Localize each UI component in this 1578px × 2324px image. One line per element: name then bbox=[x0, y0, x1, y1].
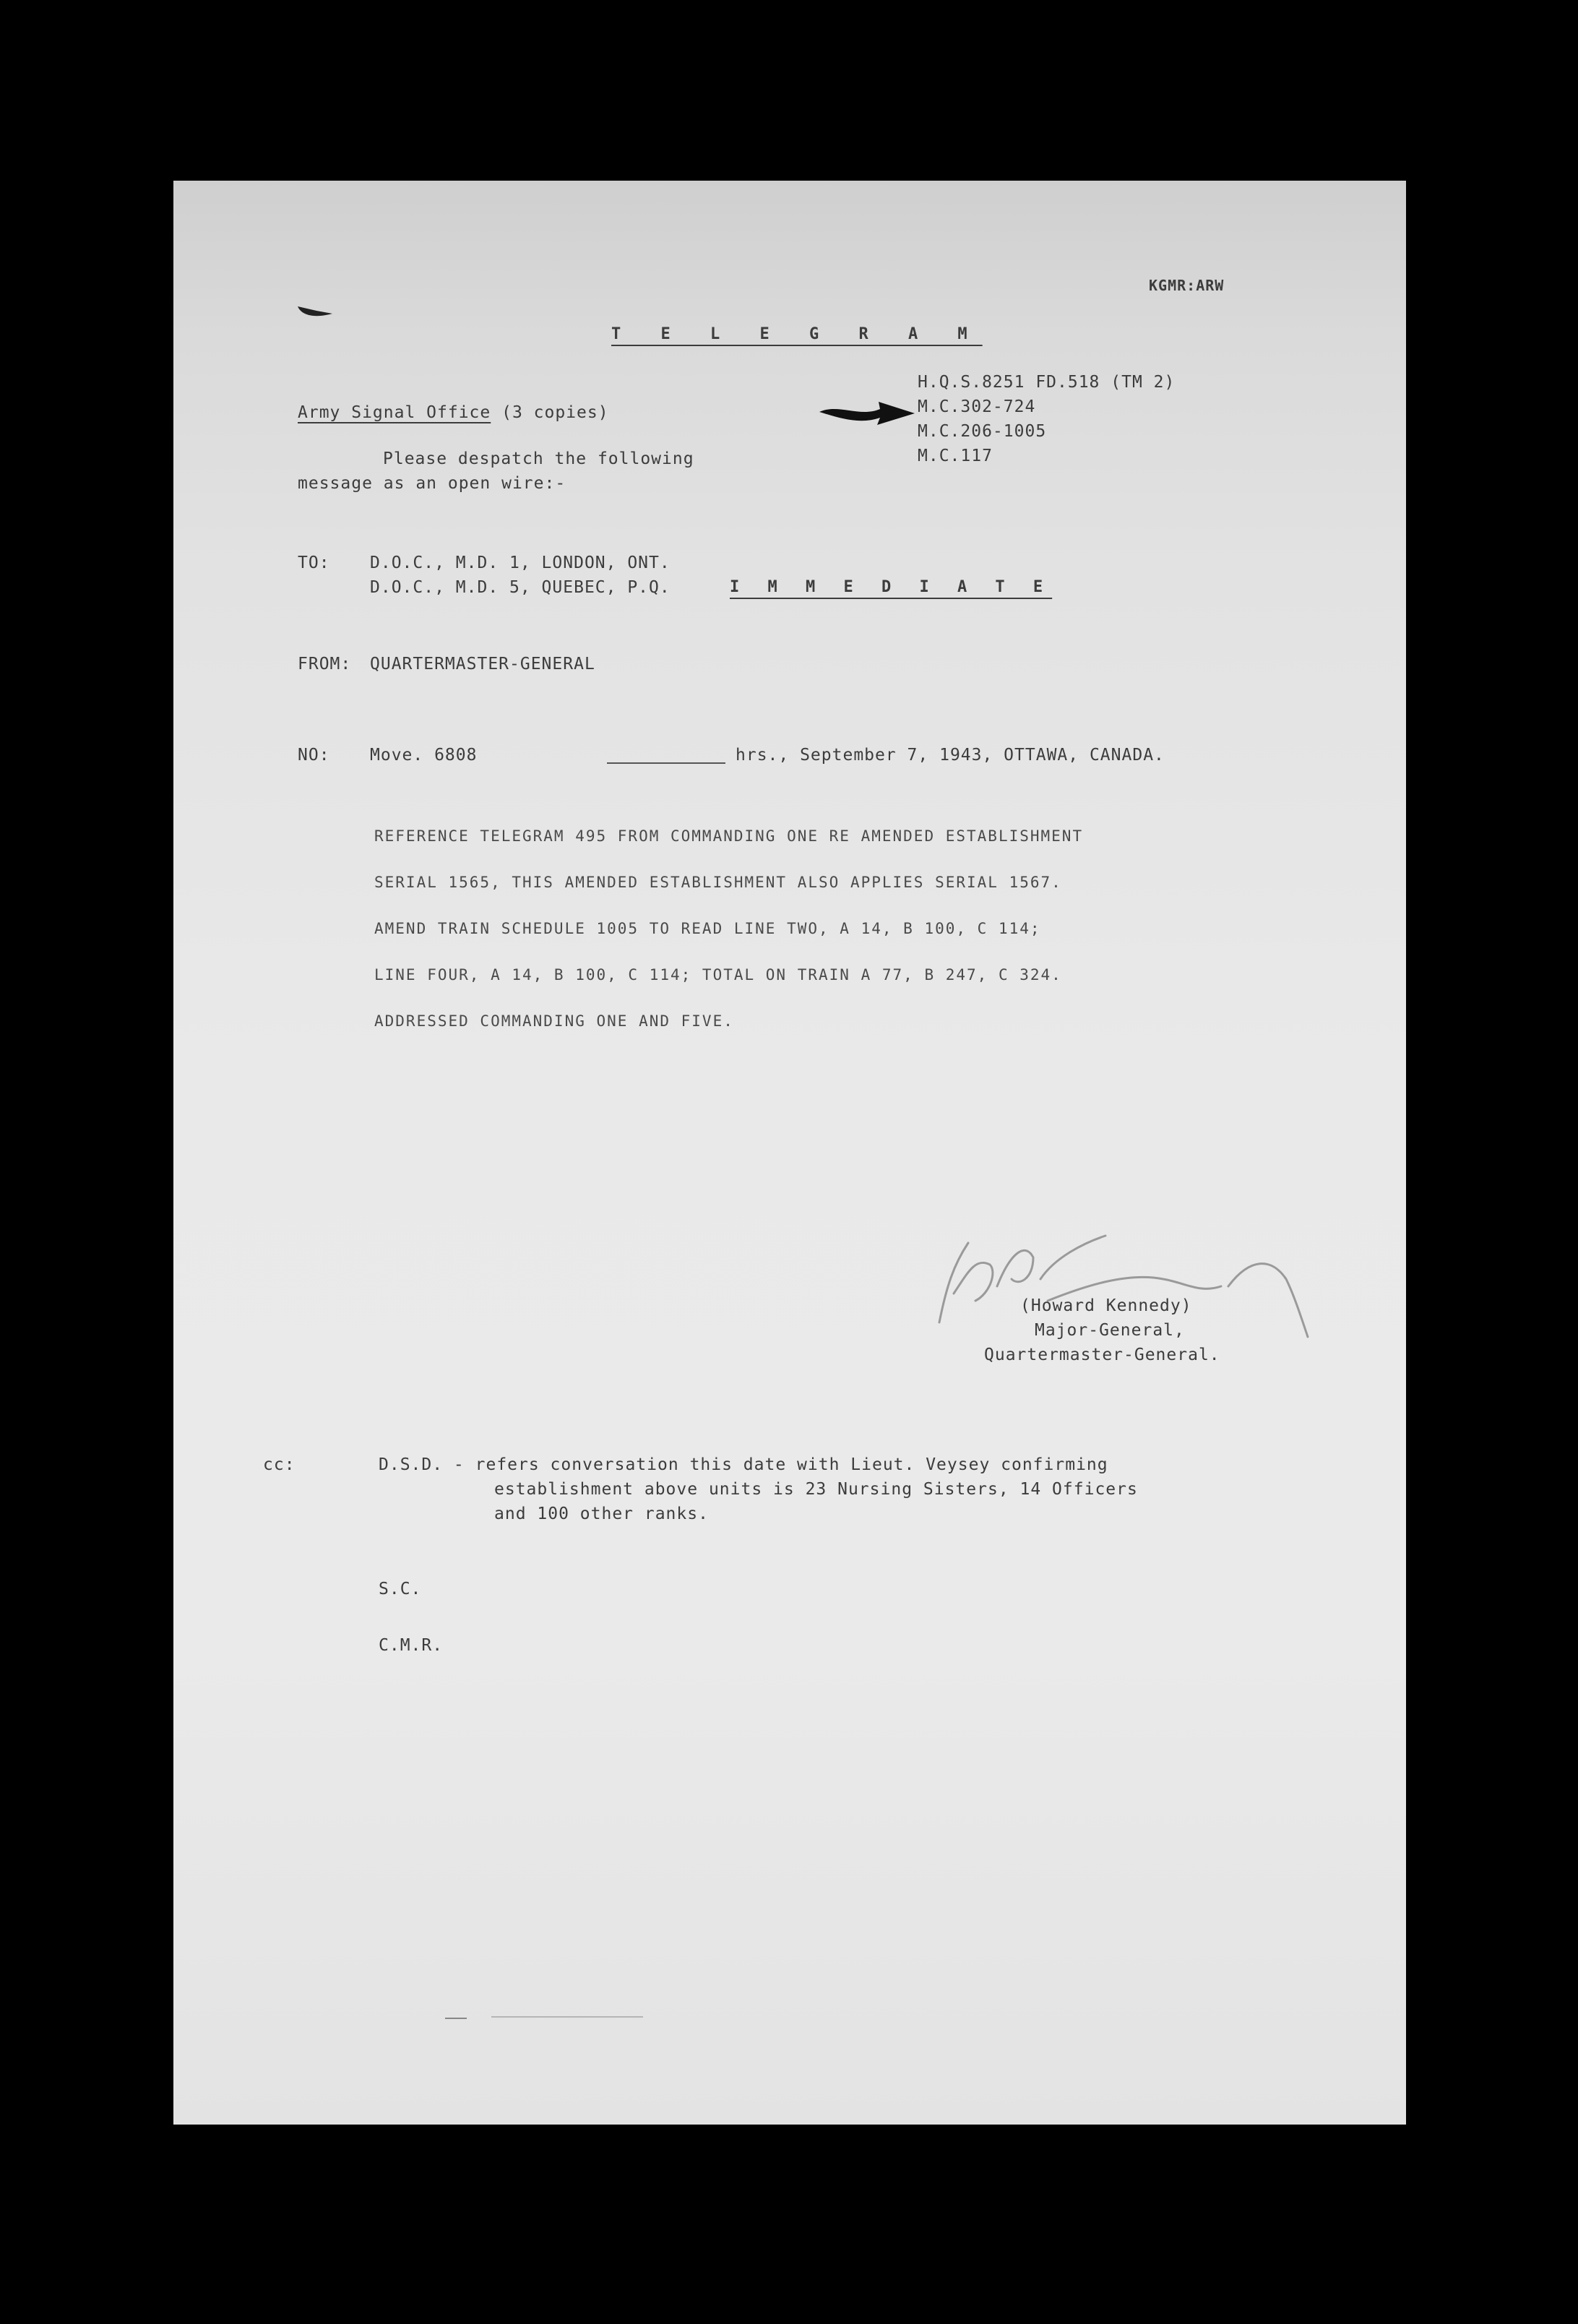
no-label: NO: bbox=[298, 746, 330, 765]
to-line: D.O.C., M.D. 1, LONDON, ONT. bbox=[370, 554, 671, 572]
message-line: REFERENCE TELEGRAM 495 FROM COMMANDING ONE RE AMENDED ESTABLISHMENT bbox=[374, 827, 1084, 845]
reference-line: M.C.117 bbox=[918, 447, 993, 465]
to-label: TO: bbox=[298, 554, 330, 572]
arrow-mark-icon bbox=[816, 396, 918, 428]
message-line: SERIAL 1565, THIS AMENDED ESTABLISHMENT ALSO APPLIES SERIAL 1567. bbox=[374, 874, 1062, 891]
faint-mark bbox=[491, 2016, 643, 2018]
priority-immediate: I M M E D I A T E bbox=[730, 578, 1053, 596]
time-blank-line bbox=[607, 762, 725, 764]
document-title: T E L E G R A M bbox=[611, 325, 983, 343]
ink-mark-icon bbox=[295, 304, 335, 322]
copies-note: (3 copies) bbox=[501, 403, 609, 422]
cc-extra: C.M.R. bbox=[379, 1636, 444, 1655]
reference-line: M.C.302-724 bbox=[918, 397, 1036, 416]
despatch-line-1: Please despatch the following bbox=[383, 449, 694, 468]
message-line: AMEND TRAIN SCHEDULE 1005 TO READ LINE TWO, A 14, B 100, C 114; bbox=[374, 920, 1041, 937]
move-number: Move. 6808 bbox=[370, 746, 478, 765]
cc-line: establishment above units is 23 Nursing Sisters, 14 Officers bbox=[494, 1480, 1138, 1499]
message-line: LINE FOUR, A 14, B 100, C 114; TOTAL ON TRAIN A 77, B 247, C 324. bbox=[374, 966, 1062, 984]
cc-extra: S.C. bbox=[379, 1580, 422, 1598]
despatch-line-2: message as an open wire:- bbox=[298, 474, 566, 493]
date-place-line: hrs., September 7, 1943, OTTAWA, CANADA. bbox=[736, 746, 1165, 765]
addressee-name: Army Signal Office bbox=[298, 403, 491, 422]
cc-line: and 100 other ranks. bbox=[494, 1505, 709, 1523]
message-line: ADDRESSED COMMANDING ONE AND FIVE. bbox=[374, 1012, 734, 1030]
cc-label: cc: bbox=[263, 1455, 296, 1474]
from-label: FROM: bbox=[298, 655, 352, 673]
telegram-page bbox=[173, 181, 1406, 2125]
signature-title: Quartermaster-General. bbox=[984, 1346, 1220, 1364]
faint-mark bbox=[445, 2018, 467, 2019]
signature-name: (Howard Kennedy) bbox=[1020, 1296, 1192, 1315]
signature-rank: Major-General, bbox=[1035, 1321, 1185, 1340]
reference-line: M.C.206-1005 bbox=[918, 422, 1047, 441]
cc-line: D.S.D. - refers conversation this date with Lieut. Veysey confirming bbox=[379, 1455, 1108, 1474]
to-line: D.O.C., M.D. 5, QUEBEC, P.Q. bbox=[370, 578, 671, 597]
from-value: QUARTERMASTER-GENERAL bbox=[370, 655, 595, 673]
reference-line: H.Q.S.8251 FD.518 (TM 2) bbox=[918, 373, 1176, 392]
file-reference: KGMR:ARW bbox=[1149, 277, 1225, 294]
addressee bbox=[298, 400, 609, 425]
